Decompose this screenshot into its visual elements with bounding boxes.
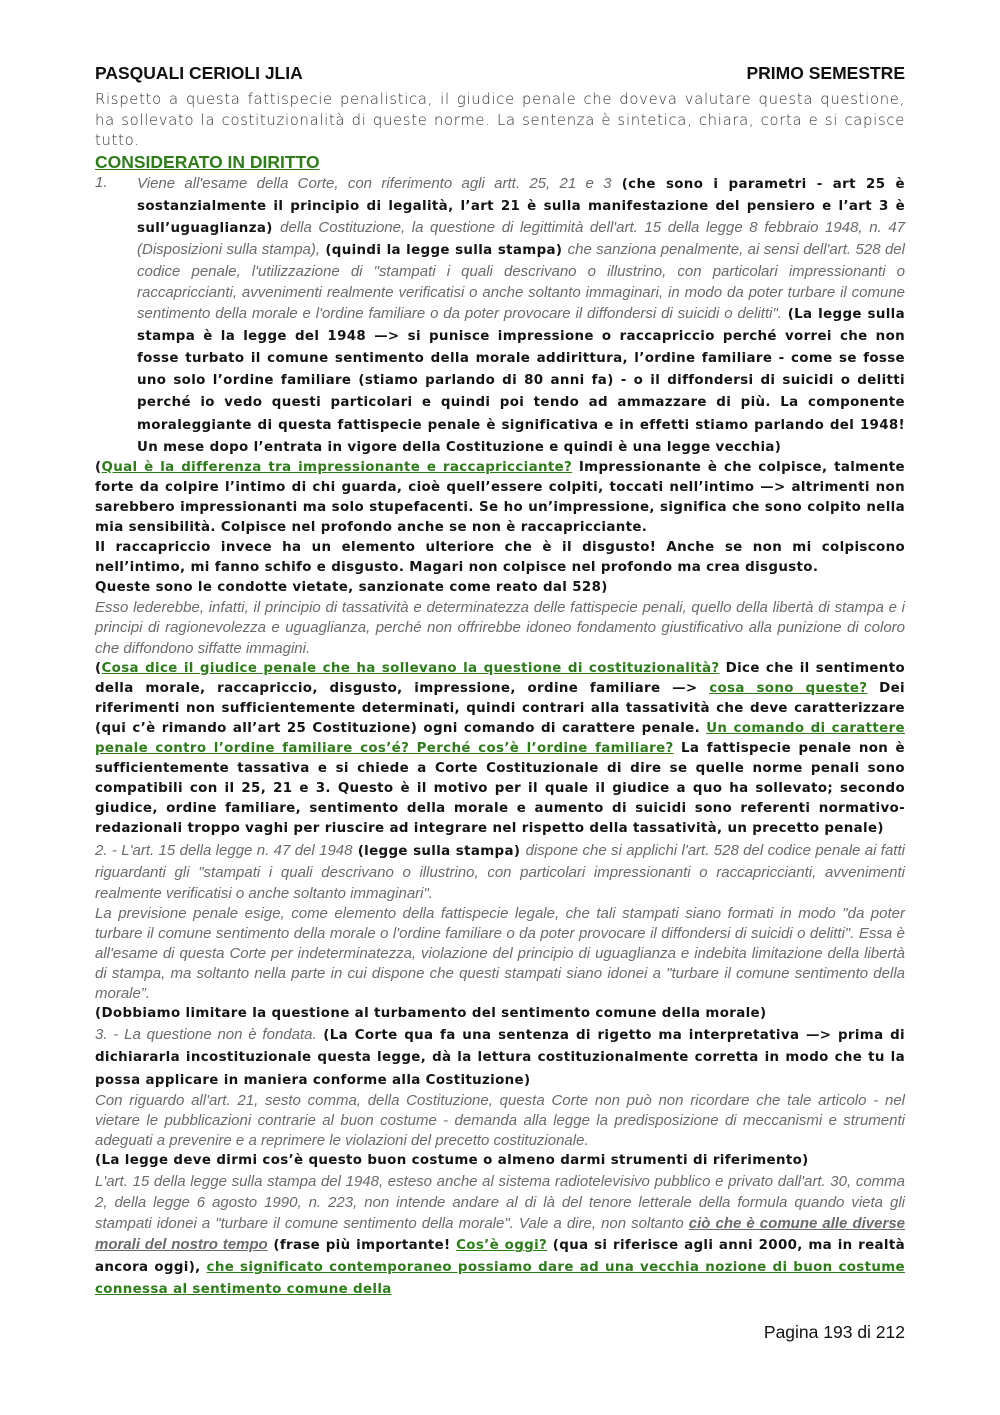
question-link[interactable]: che significato contemporaneo possiamo dare ad una vecchia nozione di buon costume connessa al sentimento comune della: [95, 1260, 905, 1298]
mixed-paragraph: [95, 840, 905, 904]
question-link[interactable]: Qual è la differenza tra impressionante e raccapricciante?: [101, 459, 573, 475]
quote-paragraph: Esso lederebbe, infatti, il principio di tassatività e determinatezza delle fattispecie penali, quello della libertà di stampa e i principi di ragionevolezza e uguaglianza, perché non offrirebbe idoneo fondamento giustificativo alla punizione di coloro che diffondono siffatte immagini.: [95, 599, 905, 657]
note-paragraph: (La legge deve dirmi cos’è questo buon costume o almeno darmi strumenti di riferimento): [95, 1152, 809, 1168]
note-text: (frase più importante!: [267, 1238, 457, 1254]
quote-text: Viene all'esame della Corte, con riferimento agli artt. 25, 21 e 3: [137, 174, 612, 192]
note-paragraph: (Dobbiamo limitare la questione al turbamento del sentimento comune della morale): [95, 1006, 767, 1022]
note-paragraph: [95, 659, 905, 840]
note-paragraph: [95, 458, 905, 538]
note-text: (La legge sulla stampa è la legge del 1948 —> si punisce impressione o raccapriccio perché vorrei che non fosse turbato il comune sentimento della morale addirittura, l’ordine familiare - come se fosse uno solo l’ordine familiare (stiamo parlando di 80 anni fa) - o il diffondersi di suicidi o delitti perché io vedo questi particolari e quindi poi tendo ad ammazzare di più. La componente moraleggiante di questa fattispecie penale è significativa e in effetti stiamo parlando del 1948! Un mese dopo l’entrata in vigore della Costituzione e quindi è una legge vecchia): [137, 307, 906, 455]
quote-text: 2. - L'art. 15 della legge n. 47 del 1948: [95, 841, 353, 859]
header-semester: PRIMO SEMESTRE: [746, 63, 905, 83]
quote-text: dispone che si applichi l'art. 528 del codice penale ai fatti riguardanti gli "stampati i quali descrivano o illustrino, con particolari impressionanti o raccapriccianti, avvenimenti realmente verificatisi o anche soltanto immaginari".: [95, 841, 905, 902]
quote-text: della Costituzione, la questione di legittimità dell'art. 15 della legge 8 febbraio 1948, n. 47 (Disposizioni sulla stampa),: [137, 218, 906, 258]
question-link[interactable]: Cosa dice il giudice penale che ha sollevano la questione di costituzionalità?: [101, 660, 720, 676]
note-text: Dice che il sentimento della morale, raccapriccio, disgusto, impressione, ordine familiare —>: [95, 660, 905, 696]
page-number: Pagina 193 di 212: [763, 1322, 905, 1342]
note-text: (qua si riferisce agli anni 2000, ma in realtà ancora oggi),: [95, 1238, 906, 1276]
question-link[interactable]: Cos’è oggi?: [456, 1238, 548, 1254]
note-text: (legge sulla stampa): [352, 843, 526, 859]
note-text: Impressionante è che colpisce, talmente forte da colpire l’intimo di chi guarda, cioè quell’essere colpiti, toccati nell’intimo —> altrimenti non sarebbero impressionanti ma solo stupefacenti. Se ho un’impressione, significa che sono colpito nella mia sensibilità. Colpisce nel profondo anche se non è raccapricciante.: [95, 459, 905, 535]
item-number: 1.: [95, 173, 108, 191]
intro-paragraph: Rispetto a questa fattispecie penalistica, il giudice penale che doveva valutare questa questione, ha sollevato la costituzionalità di queste norme. La sentenza è sintetica, chiara, corta e si capisce tutto.: [95, 91, 905, 149]
note-text: Dei riferimenti non sufficientemente determinati, quindi contrari alla tassatività che deve caratterizzare (qui c’è rimando all’art 25 Costituzione) ogni comando di carattere penale.: [95, 680, 906, 736]
quote-paragraph: Con riguardo all'art. 21, sesto comma, della Costituzione, questa Corte non può non ricordare che tale articolo - nel vietare le pubblicazioni contrarie al buon costume - demanda alla legge la predisposizione di meccanismi e strumenti adeguati a prevenire e a reprimere le violazioni del precetto costituzionale.: [95, 1091, 905, 1149]
quote-text: L'art. 15 della legge sulla stampa del 1948, esteso anche al sistema radiotelevisivo pubblico e privato dall'art. 30, comma 2, della legge 6 agosto 1990, n. 223, non intende andare al di là del tenore letterale della formula quando vieta gli stampati idonei a "turbare il comune sentimento della morale". Vale a dire, non soltanto: [95, 1173, 905, 1233]
item-1-body: [137, 173, 905, 458]
page-header: [95, 62, 905, 84]
note-text: (La Corte qua fa una sentenza di rigetto ma interpretativa —> prima di dichiararla incostituzionale questa legge, dà la lettura costituzionalmente corretta in modo che tu la possa applicare in maniera conforme alla Costituzione): [95, 1028, 905, 1088]
quote-paragraph: La previsione penale esige, come elemento della fattispecie legale, che tali stampati siano formati in modo "da poter turbare il comune sentimento della morale o l'ordine familiare o da poter provocare il diffondersi di suicidi o delitti". Essa è all'esame di questa Corte per indeterminatezza, violazione del principio di uguaglianza e indebita limitazione della libertà di stampa, ma soltanto nella parte in cui dispone che questi stampati siano idonei a "turbare il comune sentimento della morale”.: [95, 904, 905, 1003]
paren: (: [95, 459, 102, 475]
section-title: CONSIDERATO IN DIRITTO: [95, 151, 320, 172]
note-text: (quindi la legge sulla stampa): [320, 242, 568, 258]
mixed-paragraph: [95, 1024, 905, 1090]
note-paragraph: Queste sono le condotte vietate, sanzionate come reato dal 528): [95, 580, 608, 596]
note-paragraph: Il raccapriccio invece ha un elemento ulteriore che è il disgusto! Anche se non mi colpiscono nell’intimo, mi fanno schifo e disgusto. Magari non colpisce nel profondo ma crea disgusto.: [95, 540, 905, 576]
underlined-quote: ciò che è comune alle diverse morali del nostro tempo: [95, 1215, 906, 1254]
header-author: PASQUALI CERIOLI JLIA: [95, 63, 303, 83]
quote-text: 3. - La questione non è fondata.: [95, 1026, 317, 1044]
note-text: (che sono i parametri - art 25 è sostanzialmente il principio di legalità, l’art 21 è sulla manifestazione del pensiero e l’art 3 è sull’uguaglianza): [137, 176, 905, 236]
question-link[interactable]: cosa sono queste?: [709, 680, 868, 696]
note-text: La fattispecie penale non è sufficientemente tassativa e si chiede a Corte Costituzionale di dire se quelle norme penali sono compatibili con il 25, 21 e 3. Questo è il motivo per il quale il giudice a quo ha sollevato; secondo giudice, ordine familiare, sentimento della morale e aumento di suicidi sono referenti normativo-redazionali troppo vaghi per riuscire ad integrare nel rispetto della tassatività, un precetto penale): [95, 741, 905, 837]
paren: (: [95, 660, 102, 676]
numbered-item-1: [95, 173, 905, 458]
quote-text: che sanziona penalmente, ai sensi dell'art. 528 del codice penale, l'utilizzazione di "stampati i quali descrivano o illustrino, con particolari impressionanti o raccapriccianti, avvenimenti realmente verificatisi o anche soltanto immaginari, in modo da poter turbare il comune sentimento della morale e l'ordine familiare o da poter provocare il diffondersi di suicidi o delitti".: [137, 240, 905, 323]
mixed-paragraph: [95, 1171, 905, 1301]
question-link[interactable]: Un comando di carattere penale contro l’ordine familiare cos’é? Perché cos’è l’ordine familiare?: [95, 720, 905, 757]
